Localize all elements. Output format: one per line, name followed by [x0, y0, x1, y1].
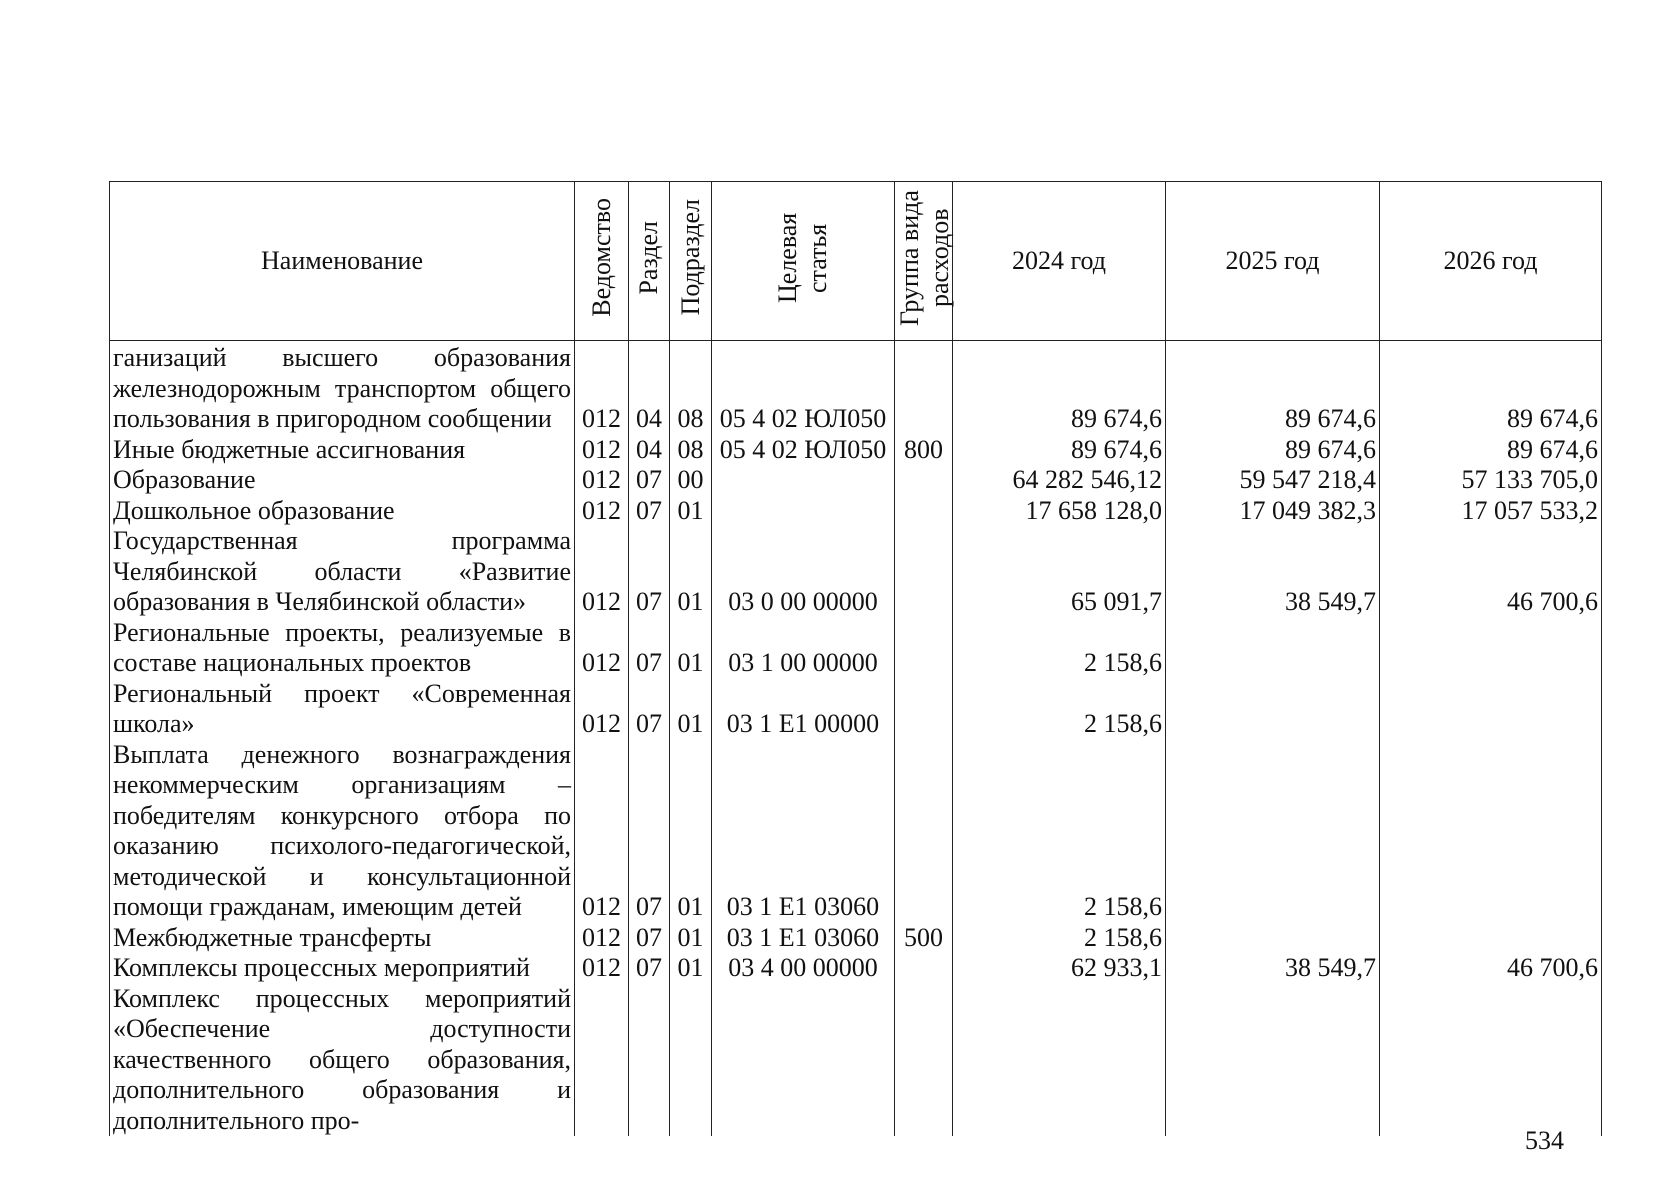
cell-dept: 012 — [575, 526, 629, 618]
cell-subsection — [670, 984, 712, 1137]
cell-2026 — [1380, 923, 1602, 954]
cell-2026: 57 133 705,0 — [1380, 465, 1602, 496]
cell-subsection: 01 — [670, 526, 712, 618]
table-body — [110, 341, 1602, 1137]
cell-2025 — [1166, 618, 1380, 679]
cell-2025 — [1166, 679, 1380, 740]
cell-2026: 89 674,6 — [1380, 341, 1602, 435]
header-2026: 2026 год — [1380, 182, 1602, 341]
cell-subsection: 08 — [670, 341, 712, 435]
cell-name: Региональный проект «Современная школа» — [110, 679, 575, 740]
table-row — [110, 618, 1602, 679]
cell-target: 03 1 Е1 03060 — [712, 923, 895, 954]
table-row — [110, 740, 1602, 923]
cell-dept: 012 — [575, 740, 629, 923]
cell-2024: 2 158,6 — [953, 740, 1166, 923]
cell-2025 — [1166, 984, 1380, 1137]
cell-name: ганизаций высшего образования железнодорожным транспортом общего пользования в пригородном сообщении — [110, 341, 575, 435]
cell-2025: 17 049 382,3 — [1166, 496, 1380, 527]
table-row — [110, 496, 1602, 527]
cell-2024: 2 158,6 — [953, 618, 1166, 679]
cell-expense-group — [895, 496, 953, 527]
cell-2026: 46 700,6 — [1380, 526, 1602, 618]
cell-target: 03 1 00 00000 — [712, 618, 895, 679]
header-section: Раздел — [629, 182, 670, 341]
cell-dept: 012 — [575, 679, 629, 740]
header-subsection: Подраздел — [670, 182, 712, 341]
cell-section: 07 — [629, 465, 670, 496]
cell-subsection: 00 — [670, 465, 712, 496]
page-number: 534 — [1525, 1126, 1564, 1155]
cell-name: Государственная программа Челябинской области «Развитие образования в Челябинской области» — [110, 526, 575, 618]
cell-section: 04 — [629, 341, 670, 435]
cell-subsection: 01 — [670, 618, 712, 679]
header-expense-group: Группа вида расходов — [895, 182, 953, 341]
cell-name: Комплексы процессных мероприятий — [110, 953, 575, 984]
cell-2026: 17 057 533,2 — [1380, 496, 1602, 527]
cell-section: 07 — [629, 526, 670, 618]
cell-2025 — [1166, 740, 1380, 923]
table-header-row — [110, 182, 1602, 341]
cell-2025: 38 549,7 — [1166, 953, 1380, 984]
cell-2025: 38 549,7 — [1166, 526, 1380, 618]
cell-2024: 89 674,6 — [953, 435, 1166, 466]
cell-dept: 012 — [575, 435, 629, 466]
cell-expense-group — [895, 526, 953, 618]
table-row — [110, 465, 1602, 496]
cell-2025: 89 674,6 — [1166, 341, 1380, 435]
cell-dept: 012 — [575, 496, 629, 527]
cell-dept: 012 — [575, 618, 629, 679]
cell-expense-group — [895, 953, 953, 984]
cell-expense-group: 800 — [895, 435, 953, 466]
budget-table — [109, 181, 1602, 1136]
cell-section: 07 — [629, 679, 670, 740]
cell-target: 03 1 Е1 00000 — [712, 679, 895, 740]
table-row — [110, 679, 1602, 740]
cell-section: 07 — [629, 740, 670, 923]
table-row — [110, 953, 1602, 984]
cell-2026 — [1380, 740, 1602, 923]
cell-2024: 65 091,7 — [953, 526, 1166, 618]
cell-name: Комплекс процессных мероприятий «Обеспечение доступности качественного общего образования, дополнительного образования и дополнительного про- — [110, 984, 575, 1137]
cell-expense-group — [895, 618, 953, 679]
cell-name: Иные бюджетные ассигнования — [110, 435, 575, 466]
cell-dept: 012 — [575, 953, 629, 984]
cell-target: 03 4 00 00000 — [712, 953, 895, 984]
cell-target: 05 4 02 ЮЛ050 — [712, 435, 895, 466]
cell-subsection: 08 — [670, 435, 712, 466]
cell-expense-group — [895, 740, 953, 923]
cell-2026 — [1380, 984, 1602, 1137]
cell-2024: 17 658 128,0 — [953, 496, 1166, 527]
cell-section: 07 — [629, 923, 670, 954]
cell-dept: 012 — [575, 465, 629, 496]
cell-2025 — [1166, 923, 1380, 954]
header-dept: Ведомство — [575, 182, 629, 341]
cell-2026 — [1380, 618, 1602, 679]
cell-subsection: 01 — [670, 953, 712, 984]
cell-subsection: 01 — [670, 740, 712, 923]
cell-expense-group: 500 — [895, 923, 953, 954]
cell-subsection: 01 — [670, 496, 712, 527]
cell-2024: 62 933,1 — [953, 953, 1166, 984]
cell-dept — [575, 984, 629, 1137]
cell-2024: 2 158,6 — [953, 679, 1166, 740]
cell-target: 03 0 00 00000 — [712, 526, 895, 618]
cell-2026 — [1380, 679, 1602, 740]
cell-subsection: 01 — [670, 923, 712, 954]
header-target: Целевая статья — [712, 182, 895, 341]
cell-section: 07 — [629, 618, 670, 679]
cell-name: Образование — [110, 465, 575, 496]
cell-name: Выплата денежного вознаграждения некоммерческим организациям – победителям конкурсного отбора по оказанию психолого-педагогической, методической и консультационной помощи гражданам, имеющим детей — [110, 740, 575, 923]
cell-target — [712, 465, 895, 496]
header-name: Наименование — [110, 182, 575, 341]
cell-2024 — [953, 984, 1166, 1137]
header-2025: 2025 год — [1166, 182, 1380, 341]
table-row — [110, 435, 1602, 466]
cell-name: Межбюджетные трансферты — [110, 923, 575, 954]
cell-target — [712, 984, 895, 1137]
cell-2025: 59 547 218,4 — [1166, 465, 1380, 496]
cell-name: Дошкольное образование — [110, 496, 575, 527]
cell-dept: 012 — [575, 341, 629, 435]
cell-section — [629, 984, 670, 1137]
cell-expense-group — [895, 341, 953, 435]
table-row — [110, 341, 1602, 435]
cell-2024: 2 158,6 — [953, 923, 1166, 954]
cell-section: 07 — [629, 496, 670, 527]
table-row — [110, 526, 1602, 618]
cell-target: 03 1 Е1 03060 — [712, 740, 895, 923]
cell-section: 07 — [629, 953, 670, 984]
cell-2026: 89 674,6 — [1380, 435, 1602, 466]
cell-target — [712, 496, 895, 527]
header-2024: 2024 год — [953, 182, 1166, 341]
cell-section: 04 — [629, 435, 670, 466]
table-row — [110, 923, 1602, 954]
cell-expense-group — [895, 465, 953, 496]
cell-name: Региональные проекты, реализуемые в составе национальных проектов — [110, 618, 575, 679]
cell-expense-group — [895, 984, 953, 1137]
cell-2026: 46 700,6 — [1380, 953, 1602, 984]
cell-target: 05 4 02 ЮЛ050 — [712, 341, 895, 435]
cell-dept: 012 — [575, 923, 629, 954]
table-row — [110, 984, 1602, 1137]
cell-2024: 89 674,6 — [953, 341, 1166, 435]
cell-expense-group — [895, 679, 953, 740]
cell-subsection: 01 — [670, 679, 712, 740]
cell-2024: 64 282 546,12 — [953, 465, 1166, 496]
cell-2025: 89 674,6 — [1166, 435, 1380, 466]
